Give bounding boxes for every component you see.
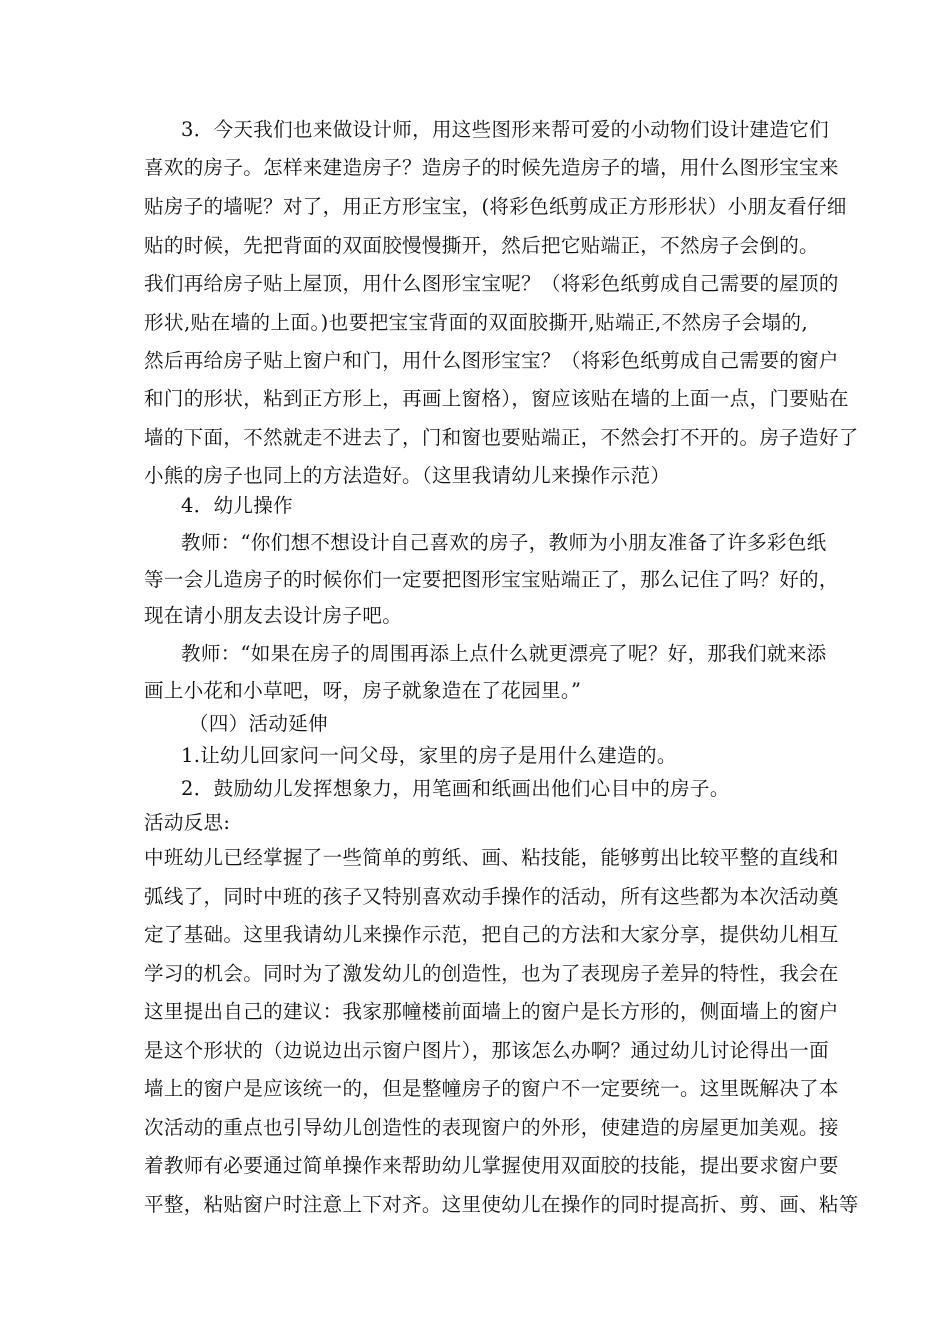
paragraph-line: 现在请小朋友去设计房子吧。 (144, 604, 403, 627)
section-heading: （四）活动延伸 (189, 712, 328, 735)
paragraph-line: 等一会儿造房子的时候你们一定要把图形宝宝贴端正了，那么记住了吗？好的， (144, 568, 839, 591)
paragraph-line: 贴的时候，先把背面的双面胶慢慢撕开，然后把它贴端正，不然房子会倒的。 (144, 234, 819, 257)
paragraph-line: 教师：“如果在房子的周围再添上点什么就更漂亮了呢？好，那我们就来添 (181, 642, 827, 665)
list-item: 1.让幼儿回家问一问父母，家里的房子是用什么建造的。 (181, 744, 677, 767)
paragraph-line: 教师：“你们想不想设计自己喜欢的房子，教师为小朋友准备了许多彩色纸 (181, 531, 827, 554)
paragraph-line: 次活动的重点也引导幼儿创造性的表现窗户的外形，使建造的房屋更加美观。接 (144, 1116, 839, 1139)
paragraph-line: 中班幼儿已经掌握了一些简单的剪纸、画、粘技能，能够剪出比较平整的直线和 (144, 846, 839, 869)
list-item: 2．鼓励幼儿发挥想象力，用笔画和纸画出他们心目中的房子。 (181, 777, 730, 800)
paragraph-line: 学习的机会。同时为了激发幼儿的创造性，也为了表现房子差异的特性，我会在 (144, 962, 839, 985)
section-heading: 活动反思: (144, 811, 231, 834)
paragraph-line: 小熊的房子也同上的方法造好。（这里我请幼儿来操作示范） (144, 464, 671, 487)
paragraph-line: 是这个形状的（边说边出示窗户图片），那该怎么办啊？通过幼儿讨论得出一面 (144, 1039, 830, 1062)
paragraph-line: 墙上的窗户是应该统一的，但是整幢房子的窗户不一定要统一。这里既解决了本 (144, 1077, 839, 1100)
paragraph-line: 形状,贴在墙的上面。)也要把宝宝背面的双面胶撕开,贴端正,不然房子会塌的, (144, 311, 808, 334)
paragraph-line: 画上小花和小草吧，呀，房子就象造在了花园里。” (144, 679, 582, 702)
paragraph-line: 这里提出自己的建议：我家那幢楼前面墙上的窗户是长方形的，侧面墙上的窗户 (144, 1000, 839, 1023)
paragraph-line: 墙的下面，不然就走不进去了，门和窗也要贴端正，不然会打不开的。房子造好了 (144, 426, 859, 449)
paragraph-line: 和门的形状，粘到正方形上，再画上窗格），窗应该贴在墙的上面一点，门要贴在 (144, 387, 849, 410)
paragraph-line: 3．今天我们也来做设计师，用这些图形来帮可爱的小动物们设计建造它们 (181, 118, 829, 141)
section-heading: 4．幼儿操作 (181, 494, 294, 517)
paragraph-line: 贴房子的墙呢？对了，用正方形宝宝，(将彩色纸剪成正方形形状）小朋友看仔细 (144, 195, 847, 218)
paragraph-line: 定了基础。这里我请幼儿来操作示范，把自己的方法和大家分享，提供幼儿相互 (144, 923, 839, 946)
paragraph-line: 着教师有必要通过简单操作来帮助幼儿掌握使用双面胶的技能，提出要求窗户要 (144, 1154, 839, 1177)
paragraph-line: 我们再给房子贴上屋顶，用什么图形宝宝呢？（将彩色纸剪成自己需要的屋顶的 (144, 272, 839, 295)
paragraph-line: 喜欢的房子。怎样来建造房子？造房子的时候先造房子的墙，用什么图形宝宝来 (144, 156, 839, 179)
paragraph-line: 然后再给房子贴上窗户和门，用什么图形宝宝？（将彩色纸剪成自己需要的窗户 (144, 349, 839, 372)
paragraph-line: 平整，粘贴窗户时注意上下对齐。这里使幼儿在操作的同时提高折、剪、画、粘等 (144, 1193, 859, 1216)
paragraph-line: 弧线了，同时中班的孩子又特别喜欢动手操作的活动，所有这些都为本次活动奠 (144, 885, 839, 908)
